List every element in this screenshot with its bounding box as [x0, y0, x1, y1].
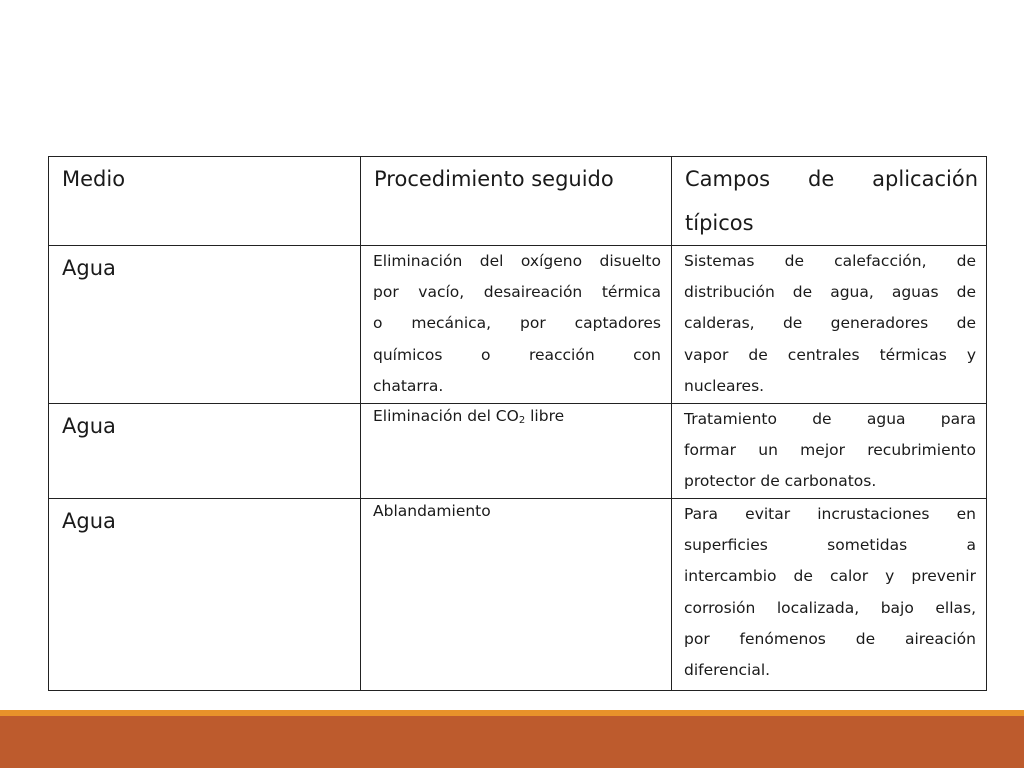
- cell-procedimiento: Ablandamiento: [361, 499, 672, 691]
- header-medio: Medio: [49, 157, 361, 246]
- header-campos: [672, 157, 987, 246]
- cell-campos: Tratamiento de agua para formar un mejor recubrimiento protector de carbonatos.: [672, 404, 987, 499]
- footer-bar: [0, 716, 1024, 768]
- corrosion-table: [48, 156, 987, 691]
- table-row: [49, 246, 987, 404]
- table-row: [49, 499, 987, 691]
- header-campos-line1: Campos de aplicación: [685, 167, 978, 191]
- cell-procedimiento: Eliminación del $CO_2$ libre: [361, 404, 672, 499]
- cell-medio: Agua: [49, 404, 361, 499]
- table-row: [49, 404, 987, 499]
- cell-medio: Agua: [49, 499, 361, 691]
- cell-procedimiento: Eliminación del oxígeno disuelto por vacío, desaireación térmica o mecánica, por captadores químicos o reacción con chatarra.: [361, 246, 672, 404]
- cell-campos: Para evitar incrustaciones en superficies sometidas a intercambio de calor y prevenir corrosión localizada, bajo ellas, por fenómenos de aireación diferencial.: [672, 499, 987, 691]
- table-header-row: [49, 157, 987, 246]
- header-procedimiento: Procedimiento seguido: [361, 157, 672, 246]
- header-campos-line2: típicos: [685, 211, 754, 235]
- cell-medio: Agua: [49, 246, 361, 404]
- cell-campos: Sistemas de calefacción, de distribución de agua, aguas de calderas, de generadores de vapor de centrales térmicas y nucleares.: [672, 246, 987, 404]
